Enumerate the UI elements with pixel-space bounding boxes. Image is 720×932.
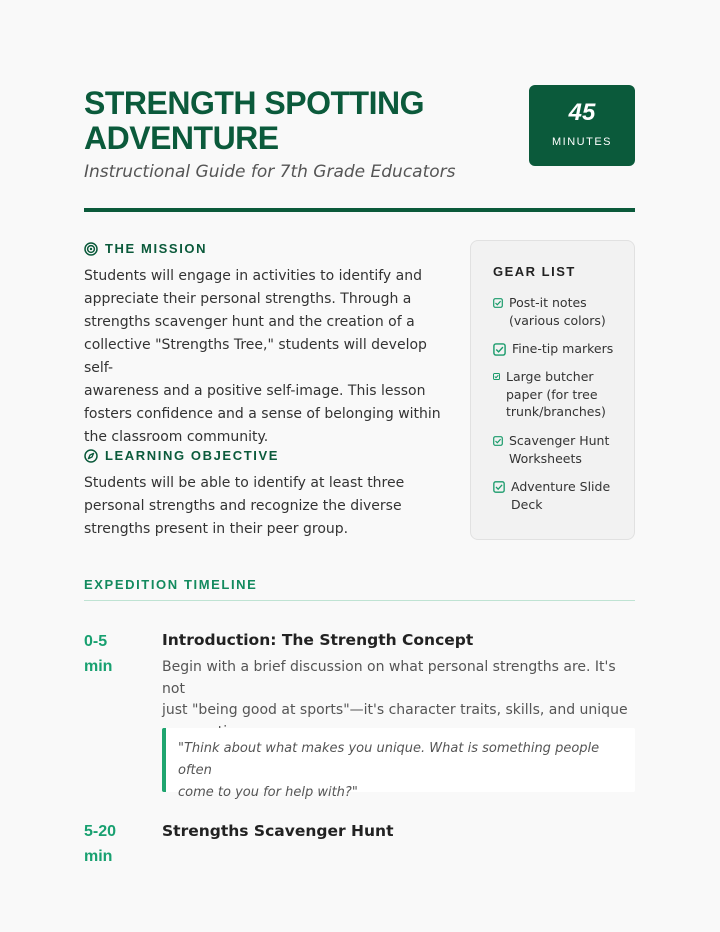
gear-item-line: Adventure Slide: [511, 479, 611, 494]
page-title: [84, 86, 524, 156]
objective-heading-text: LEARNING OBJECTIVE: [105, 448, 279, 463]
step-time-unit: min: [84, 848, 113, 865]
gear-item-line: Worksheets: [509, 450, 582, 466]
objective-line: personal strengths and recognize the diverse: [84, 498, 402, 514]
step-description-line: Begin with a brief discussion on what personal strengths are. It's not: [162, 659, 616, 697]
duration-number: 45: [568, 99, 596, 126]
timeline-divider: [84, 600, 635, 601]
step-description-line: just "being good at sports"—it's character traits, skills, and unique: [162, 702, 628, 718]
objective-line: strengths present in their peer group.: [84, 521, 349, 537]
mission-line: fosters confidence and a sense of belonging within: [84, 406, 441, 422]
mission-line: awareness and a positive self-image. This lesson: [84, 383, 426, 399]
objective-heading: [84, 448, 279, 463]
duration-badge: [529, 85, 635, 166]
gear-item: [493, 340, 623, 358]
gear-item-line: (various colors): [509, 312, 606, 328]
step-time-range: 5-20: [84, 823, 117, 840]
timeline-title: EXPEDITION TIMELINE: [84, 577, 258, 592]
objective-line: Students will be able to identify at least three: [84, 475, 405, 491]
mission-line: Students will engage in activities to identify and: [84, 268, 423, 284]
check-square-icon: [493, 298, 503, 308]
gear-item-line: paper (for tree: [506, 386, 598, 402]
check-square-icon: [493, 436, 503, 446]
header-divider: [84, 208, 635, 212]
gear-item: [493, 368, 623, 421]
title-line-2: ADVENTURE: [84, 120, 279, 156]
title-line-1: STRENGTH SPOTTING: [84, 85, 424, 121]
gear-item-line: Post-it notes: [509, 295, 587, 310]
gear-list-title: GEAR LIST: [493, 264, 576, 279]
step-time-range: 0-5: [84, 633, 108, 650]
step-time: [84, 629, 144, 679]
quote-line: come to you for help with?": [178, 785, 358, 800]
mission-line: appreciate their personal strengths. Through a: [84, 291, 412, 307]
mission-heading: [84, 241, 207, 256]
mission-heading-text: THE MISSION: [105, 241, 208, 256]
gear-item-line: Large butcher: [506, 369, 594, 384]
prompt-quote: [162, 728, 635, 800]
duration-unit: MINUTES: [552, 136, 612, 148]
gear-list-card: [470, 240, 635, 540]
step-time-unit: min: [84, 658, 113, 675]
step-title: Strengths Scavenger Hunt: [162, 822, 394, 840]
gear-item-line: Scavenger Hunt: [509, 433, 610, 448]
objective-text: [84, 472, 446, 541]
compass-icon: [84, 449, 98, 463]
check-square-icon: [493, 373, 500, 380]
gear-item-line: Fine-tip markers: [512, 341, 614, 356]
mission-text: [84, 265, 446, 449]
mission-line: the classroom community.: [84, 429, 269, 445]
gear-item-line: Deck: [511, 496, 543, 512]
gear-item-line: trunk/branches): [506, 404, 606, 419]
step-time: [84, 819, 144, 869]
mission-line: collective "Strengths Tree," students will develop self-: [84, 337, 427, 376]
gear-item: [493, 294, 623, 329]
mission-line: strengths scavenger hunt and the creation of a: [84, 314, 415, 330]
gear-item: [493, 478, 623, 513]
check-square-icon: [493, 481, 505, 493]
check-square-icon: [493, 343, 506, 356]
target-icon: [84, 242, 98, 256]
gear-item: [493, 432, 623, 467]
step-title: Introduction: The Strength Concept: [162, 631, 474, 649]
quote-line: "Think about what makes you unique. What is something people often: [178, 741, 600, 778]
page-subtitle: Instructional Guide for 7th Grade Educators: [84, 162, 456, 182]
